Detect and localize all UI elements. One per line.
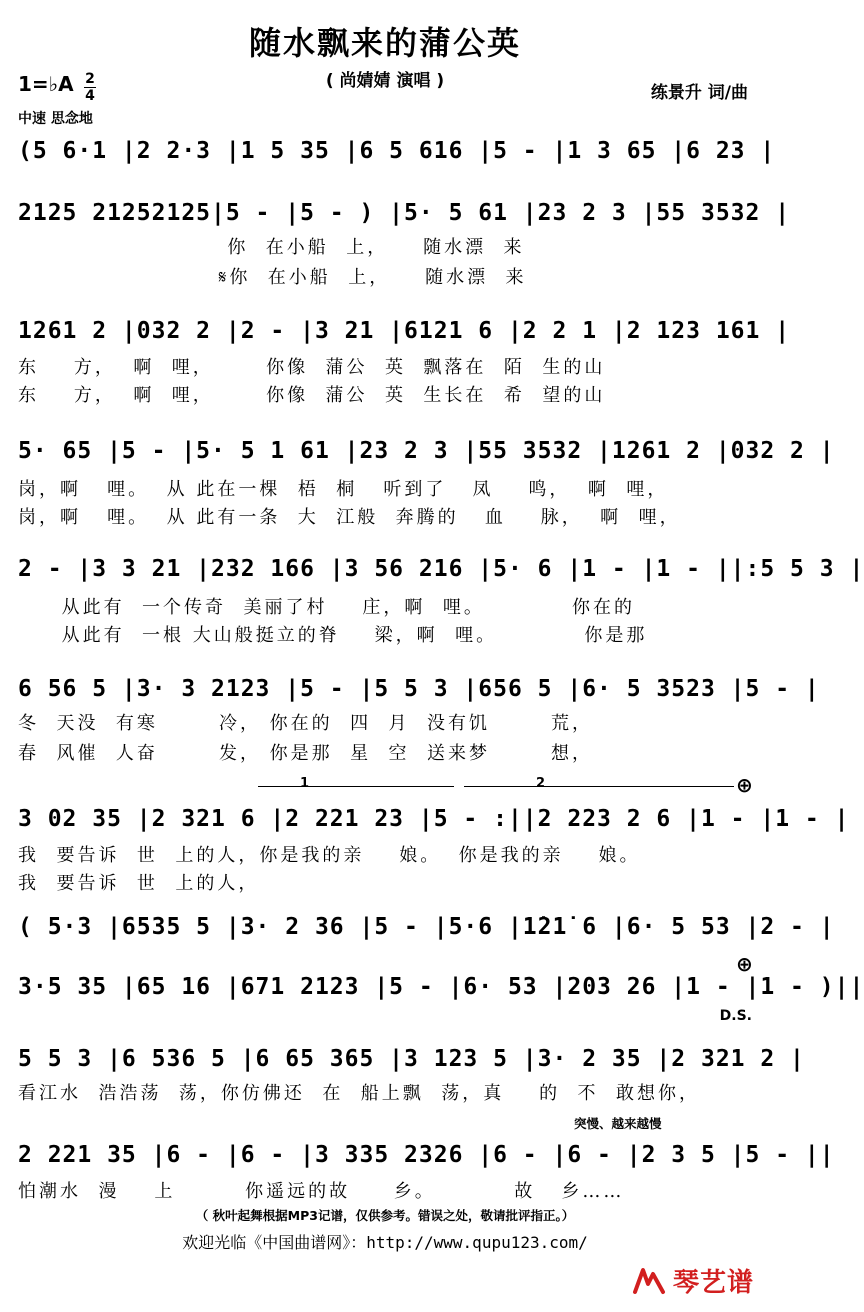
lyric-row-5-verse-1: 从此有 一个传奇 美丽了村 庄，啊 哩。 你在的	[18, 597, 636, 618]
score-row-5: 2 - |3 3 21 |232 166 |3 56 216 |5· 6 |1 - |1 - ||:5 5 3 |	[18, 556, 864, 582]
volta-2-bracket	[464, 786, 734, 787]
site-logo	[631, 1262, 754, 1299]
score-row-3: 1261 2 |032 2 |2 - |3 21 |6121 6 |2 2 1 |2 123 161 |	[18, 318, 791, 344]
lyric-row-2-verse-1: 你 在小船 上， 随水漂 来	[18, 237, 525, 258]
score-row-4: 5· 65 |5 - |5· 5 1 61 |23 2 3 |55 3532 |1261 2 |032 2 |	[18, 438, 835, 464]
logo-mark-icon	[631, 1266, 667, 1296]
score-row-10: 5 5 3 |6 536 5 |6 65 365 |3 123 5 |3· 2 35 |2 321 2 |	[18, 1046, 805, 1072]
lyric-row-2-verse-2: 𝄋你 在小船 上， 随水漂 来	[18, 267, 527, 288]
volta-1-bracket	[258, 786, 454, 787]
score-row-2: 2125 21252125|5 - |5 - ) |5· 5 61 |23 2 3 |55 3532 |	[18, 200, 791, 226]
lyric-row-4-verse-2: 岗，啊 哩。 从 此有一条 大 江般 奔腾的 血 脉， 啊 哩，	[18, 507, 681, 528]
tempo-marking: 中速 思念地	[18, 111, 93, 127]
coda-sign-icon: ⊕	[736, 952, 753, 976]
lyric-row-6-verse-2: 春 风催 人奋 发， 你是那 星 空 送来梦 想，	[18, 743, 594, 764]
lyric-row-3-verse-1: 东 方， 啊 哩， 你像 蒲公 英 飘落在 陌 生的山	[18, 357, 606, 378]
logo-text: 琴艺谱	[672, 1268, 754, 1298]
score-row-11: 2 221 35 |6 - |6 - |3 335 2326 |6 - |6 - |2 3 5 |5 - ||	[18, 1142, 835, 1168]
volta-2-label: 2	[536, 776, 546, 791]
volta-1-label: 1	[300, 776, 310, 791]
coda-sign-icon: ⊕	[736, 773, 753, 797]
lyric-row-10: 看江水 浩浩荡 荡，你仿佛还 在 船上飘 荡，真 的 不 敢想你，	[18, 1083, 700, 1104]
lyric-row-5-verse-2: 从此有 一根 大山般挺立的脊 梁，啊 哩。 你是那	[18, 625, 648, 646]
singer-credit: ( 尚婧婧 演唱 )	[325, 71, 445, 91]
lyric-row-11: 怕潮水 漫 上 你遥远的故 乡。 故 乡……	[18, 1181, 625, 1202]
score-row-7: 3 02 35 |2 321 6 |2 221 23 |5 - :||2 223 2 6 |1 - |1 - |	[18, 806, 850, 832]
score-row-6: 6 56 5 |3· 3 2123 |5 - |5 5 3 |656 5 |6· 5 3523 |5 - |	[18, 676, 820, 702]
time-signature	[84, 72, 96, 103]
time-signature-top: 2	[85, 71, 95, 87]
song-title: 随水飘来的蒲公英	[248, 24, 521, 62]
lyric-row-4-verse-1: 岗，啊 哩。 从 此在一棵 梧 桐 听到了 凤 鸣， 啊 哩，	[18, 479, 669, 500]
lyric-row-7-verse-2: 我 要告诉 世 上的人，	[18, 873, 260, 894]
lyric-row-3-verse-2: 东 方， 啊 哩， 你像 蒲公 英 生长在 希 望的山	[18, 385, 606, 406]
score-row-9: 3·5 35 |65 16 |671 2123 |5 - |6· 53 |203 26 |1 - |1 - )||	[18, 974, 864, 1000]
time-signature-bottom: 4	[85, 88, 95, 104]
lyric-row-6-verse-1: 冬 天没 有寒 冷， 你在的 四 月 没有饥 荒，	[18, 713, 594, 734]
lyric-row-7-verse-1: 我 要告诉 世 上的人，你是我的亲 娘。 你是我的亲 娘。	[18, 845, 641, 866]
key-signature: 1=♭A	[18, 72, 74, 96]
tempo-change-marking: 突慢、越来越慢	[574, 1116, 662, 1131]
ds-marking: D.S.	[719, 1008, 752, 1024]
author-credit: 练景升 词/曲	[650, 83, 748, 103]
score-row-1: (5 6·1 |2 2·3 |1 5 35 |6 5 616 |5 - |1 3 65 |6 23 |	[18, 138, 776, 164]
site-credit: 欢迎光临《中国曲谱网》：http://www.qupu123.com/	[182, 1233, 588, 1252]
score-row-8: ( 5·3 |6535 5 |3· 2 36 |5 - |5·6 |1̇21̇ 6 |6· 5 53 |2 - |	[18, 914, 835, 940]
transcription-note: （ 秋叶起舞根据MP3记谱，仅供参考。错误之处，敬请批评指正。）	[195, 1208, 575, 1223]
